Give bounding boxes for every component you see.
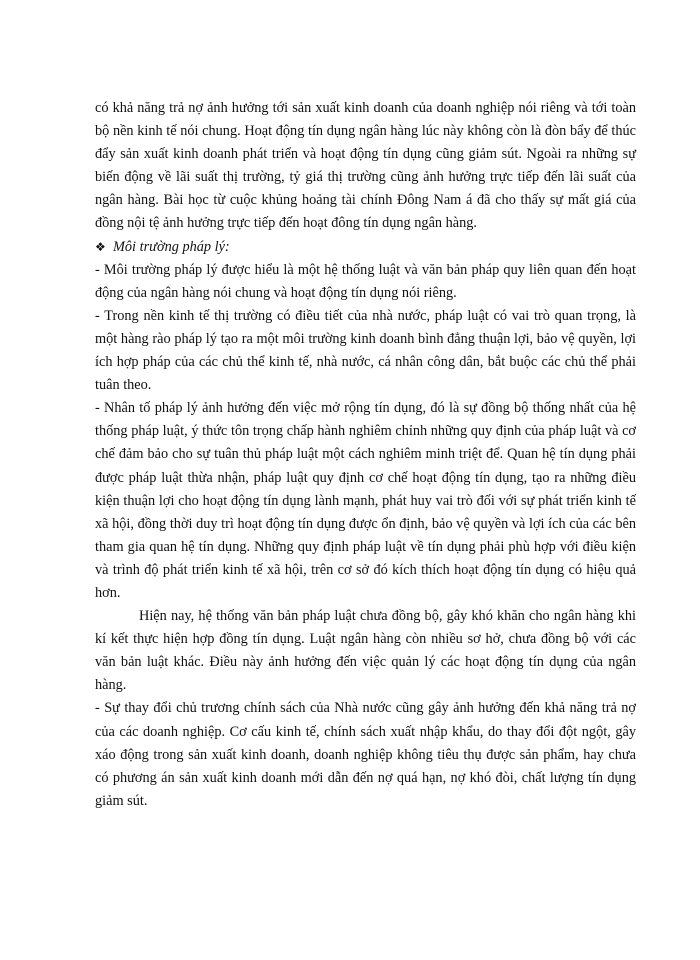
section-heading-legal-environment [95, 236, 636, 259]
paragraph-legal-definition: - Môi trường pháp lý được hiểu là một hệ thống luật và văn bản pháp quy liên quan đến hoạt động của ngân hàng nói chung và hoạt động tín dụng nói riêng. [95, 261, 636, 301]
paragraph-policy-change: - Sự thay đổi chủ trương chính sách của Nhà nước cũng gây ảnh hưởng đến khả năng trả nợ của các doanh nghiệp. Cơ cấu kinh tế, chính sách xuất nhập khẩu, do thay đổi đột ngột, gây xáo động trong sản xuất kinh doanh, doanh nghiệp không tiêu thụ được sản phẩm, hay chưa có phương án sản xuất kinh doanh mới dẫn đến nợ quá hạn, nợ khó đòi, chất lượng tín dụng giảm sút. [95, 700, 636, 809]
diamond-bullet-icon: ❖ [95, 239, 106, 254]
paragraph-legal-factor: - Nhân tố pháp lý ảnh hưởng đến việc mở rộng tín dụng, đó là sự đồng bộ thống nhất của hệ thống pháp luật, ý thức tôn trọng chấp hành nghiêm chỉnh những quy định của pháp luật và cơ chế đảm bảo cho sự tuân thủ pháp luật một cách nghiêm minh triệt để. Quan hệ tín dụng phải được pháp luật thừa nhận, pháp luật quy định cơ chế hoạt động tín dụng, tạo ra những điều kiện thuận lợi cho hoạt động tín dụng lành mạnh, phát huy vai trò đối với sự phát triển kinh tế xã hội, đồng thời duy trì hoạt động tín dụng được ổn định, bảo vệ quyền và lợi ích của các bên tham gia quan hệ tín dụng. Những quy định pháp luật về tín dụng phải phù hợp với điều kiện và trình độ phát triển kinh tế xã hội, trên cơ sở đó kích thích hoạt động tín dụng có hiệu quả hơn. [95, 400, 636, 601]
section-heading-text: Môi trường pháp lý: [113, 238, 230, 255]
paragraph-economic-impact: có khả năng trả nợ ảnh hưởng tới sản xuất kinh doanh của doanh nghiệp nói riêng và tới toàn bộ nền kinh tế nói chung. Hoạt động tín dụng ngân hàng lúc này không còn là đòn bẩy để thúc đẩy sản xuất kinh doanh phát triển và hoạt động tín dụng cũng giảm sút. Ngoài ra những sự biến động về lãi suất thị trường, tỷ giá thị trường cũng ảnh hưởng trực tiếp đến lãi suất của ngân hàng. Bài học từ cuộc khủng hoảng tài chính Đông Nam á đã cho thấy sự mất giá của đồng nội tệ ảnh hưởng trực tiếp đến hoạt đông tín dụng ngân hàng. [95, 100, 636, 232]
paragraph-legal-role: - Trong nền kinh tế thị trường có điều tiết của nhà nước, pháp luật có vai trò quan trọng, là một hàng rào pháp lý tạo ra một môi trường kinh doanh bình đẳng thuận lợi, bảo vệ quyền, lợi ích hợp pháp của các chủ thể kinh tế, nhà nước, cá nhân công dân, bắt buộc các chủ thể phải tuân theo. [95, 307, 636, 394]
paragraph-current-situation: Hiện nay, hệ thống văn bản pháp luật chưa đồng bộ, gây khó khăn cho ngân hàng khi kí kết thực hiện hợp đồng tín dụng. Luật ngân hàng còn nhiều sơ hở, chưa đồng bộ với các văn bản luật khác. Điều này ảnh hưởng đến việc quản lý các hoạt động tín dụng của ngân hàng. [95, 608, 636, 694]
document-body [95, 97, 636, 813]
